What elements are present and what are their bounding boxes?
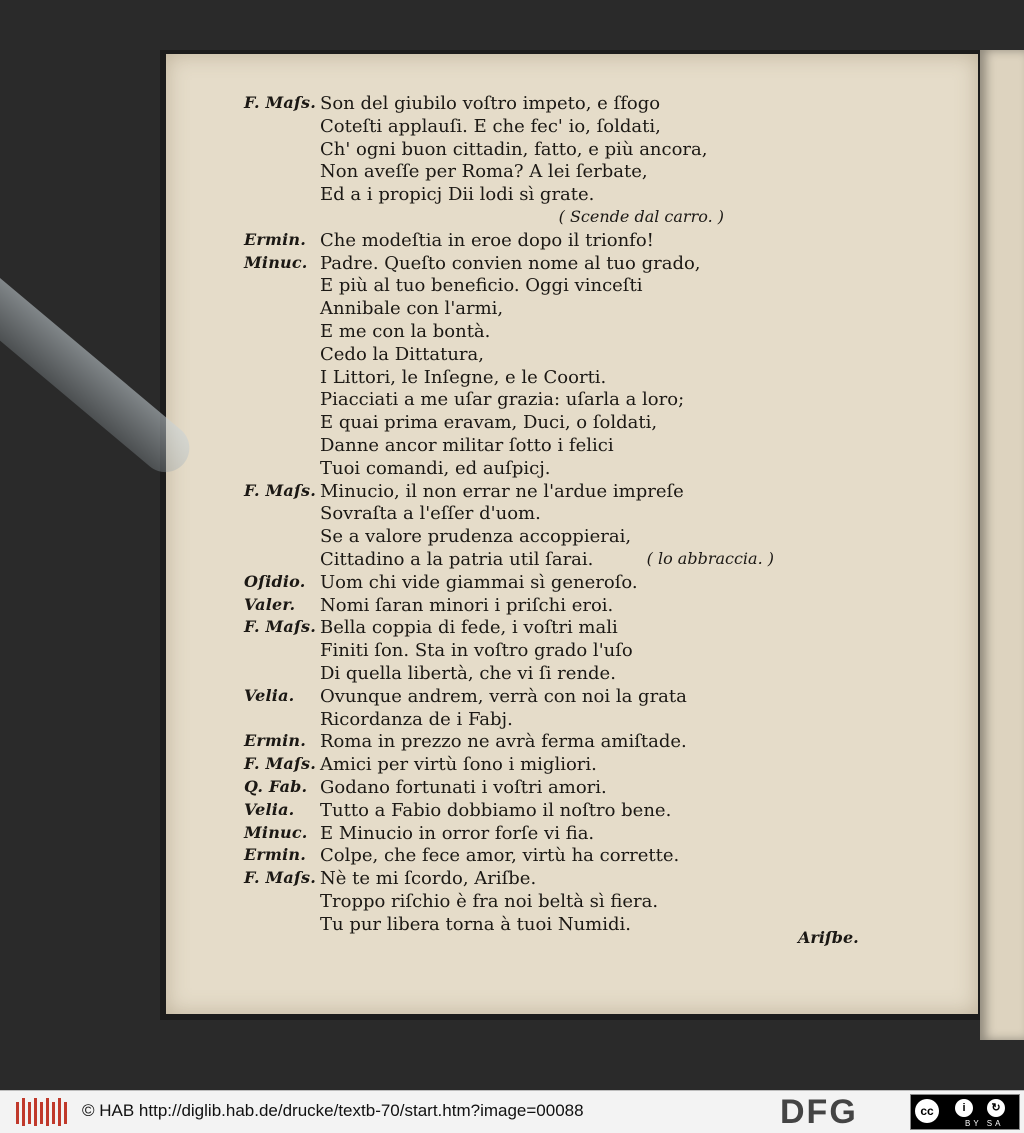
speaker-label: Ermin. bbox=[244, 731, 307, 751]
verse-text-line: Cittadino a la patria util ſarai. bbox=[320, 548, 594, 570]
footer-bar bbox=[0, 1090, 1024, 1133]
verse-line bbox=[244, 298, 764, 321]
verse-text-line: Colpe, che fece amor, virtù ha corrette. bbox=[320, 845, 680, 867]
verse-text-line: Ch' ogni buon cittadin, fatto, e più ancora, bbox=[320, 138, 708, 160]
dfg-logo[interactable]: DFG bbox=[780, 1093, 858, 1131]
cc-license-badge[interactable] bbox=[910, 1094, 1020, 1130]
verse-line bbox=[244, 253, 764, 276]
cc-icon: cc bbox=[915, 1099, 939, 1123]
verse-line bbox=[244, 481, 764, 504]
verse-line bbox=[244, 367, 764, 390]
verse-line bbox=[244, 389, 764, 412]
verse-line bbox=[244, 503, 764, 526]
speaker-label: Velia. bbox=[244, 799, 295, 819]
verse-text-line: Godano fortunati i voſtri amori. bbox=[320, 776, 607, 798]
share-alike-icon: ↻ bbox=[987, 1099, 1005, 1117]
verse-line bbox=[244, 458, 764, 481]
verse-line bbox=[244, 709, 764, 732]
verse-text-line: Danne ancor militar ſotto i felici bbox=[320, 434, 614, 456]
verse-line bbox=[244, 845, 764, 868]
verse-line bbox=[244, 161, 764, 184]
verse-line bbox=[244, 116, 764, 139]
verse-text-line: Cedo la Dittatura, bbox=[320, 343, 484, 365]
speaker-label: Ermin. bbox=[244, 845, 307, 865]
speaker-label: F. Maſs. bbox=[244, 617, 317, 637]
verse-line bbox=[244, 344, 764, 367]
verse-line bbox=[244, 412, 764, 435]
verse-line bbox=[244, 93, 764, 116]
verse-line bbox=[244, 139, 764, 162]
speaker-label: Q. Fab. bbox=[244, 776, 308, 796]
speaker-label: F. Maſs. bbox=[244, 480, 317, 500]
verse-line bbox=[244, 891, 764, 914]
verse-text-line: Tu pur libera torna à tuoi Numidi. bbox=[320, 913, 631, 935]
verse-text-line: Troppo riſchio è fra noi beltà sì fiera. bbox=[320, 890, 659, 912]
verse-text-line: Tuoi comandi, ed auſpicj. bbox=[320, 457, 551, 479]
verse-line bbox=[244, 686, 764, 709]
verse-text-line: I Littori, le Inſegne, e le Coorti. bbox=[320, 366, 607, 388]
verse-line bbox=[244, 914, 764, 937]
verse-text-line: Di quella libertà, che vi ſi rende. bbox=[320, 662, 616, 684]
verse-text-line: Non aveſſe per Roma? A lei ſerbate, bbox=[320, 161, 648, 183]
verse-line bbox=[244, 777, 764, 800]
speaker-label: Oſidio. bbox=[244, 571, 306, 591]
verse-text-line: Se a valore prudenza accoppierai, bbox=[320, 526, 632, 548]
speaker-label: Ermin. bbox=[244, 229, 307, 249]
verse-text-line: E Minucio in orror forſe vi fia. bbox=[320, 822, 595, 844]
verse-text-line: Ricordanza de i Fabj. bbox=[320, 708, 513, 730]
verse-line bbox=[244, 595, 764, 618]
verse-line bbox=[244, 800, 764, 823]
verse-text-line: Piacciati a me uſar grazia: uſarla a loro; bbox=[320, 389, 685, 411]
verse-text-line: Che modeſtia in eroe dopo il trionfo! bbox=[320, 229, 654, 251]
cc-label: BY SA bbox=[965, 1119, 1004, 1128]
verse-line bbox=[244, 572, 764, 595]
catchword: Ariſbe. bbox=[798, 928, 859, 947]
verse-line bbox=[244, 663, 764, 686]
speaker-label: Velia. bbox=[244, 685, 295, 705]
verse-line bbox=[244, 207, 764, 230]
verse-text-line: Padre. Queſto convien nome al tuo grado, bbox=[320, 252, 701, 274]
verse-line bbox=[244, 548, 774, 572]
verse-text-line: Uom chi vide giammai sì generoſo. bbox=[320, 571, 638, 593]
stage-direction: ( lo abbraccia. ) bbox=[646, 548, 774, 568]
stage-direction: ( Scende dal carro. ) bbox=[558, 206, 724, 226]
verse-text-line: E quai prima eravam, Duci, o ſoldati, bbox=[320, 412, 658, 434]
verse-line bbox=[244, 868, 764, 891]
verse-text-line: Ovunque andrem, verrà con noi la grata bbox=[320, 685, 687, 707]
verse-text-line: Nè te mi ſcordo, Ariſbe. bbox=[320, 868, 537, 890]
verse-text-line: E me con la bontà. bbox=[320, 320, 491, 342]
verse-line bbox=[244, 526, 764, 549]
speaker-label: F. Maſs. bbox=[244, 868, 317, 888]
verse-line bbox=[244, 321, 764, 344]
verse-line bbox=[244, 617, 764, 640]
verse-text bbox=[244, 93, 774, 936]
verse-line bbox=[244, 435, 764, 458]
speaker-label: Minuc. bbox=[244, 822, 308, 842]
verse-text-line: Ed a i propicj Dii lodi sì grate. bbox=[320, 184, 595, 206]
verse-text-line: Nomi ſaran minori i priſchi eroi. bbox=[320, 594, 614, 616]
speaker-label: F. Maſs. bbox=[244, 93, 317, 112]
verse-line bbox=[244, 754, 764, 777]
verse-text-line: Annibale con l'armi, bbox=[320, 298, 504, 320]
verse-text-line: Sovraſta a l'eſſer d'uom. bbox=[320, 503, 541, 525]
verse-text-line: Tutto a Fabio dobbiamo il noſtro bene. bbox=[320, 799, 672, 821]
hab-logo-icon[interactable] bbox=[14, 1096, 68, 1128]
verse-line bbox=[244, 731, 764, 754]
verse-line bbox=[244, 640, 764, 663]
verse-text-line: Amici per virtù ſono i migliori. bbox=[320, 754, 597, 776]
attribution-icon: i bbox=[955, 1099, 973, 1117]
verse-text-line: Minucio, il non errar ne l'ardue impreſe bbox=[320, 480, 684, 502]
verse-line bbox=[244, 230, 764, 253]
verse-text-line: Coteſti applauſi. E che fec' io, ſoldati, bbox=[320, 115, 661, 137]
speaker-label: Minuc. bbox=[244, 252, 308, 272]
verse-line bbox=[244, 275, 764, 298]
verse-text-line: Bella coppia di fede, i voſtri mali bbox=[320, 617, 618, 639]
speaker-label: F. Maſs. bbox=[244, 754, 317, 774]
verse-line bbox=[244, 823, 764, 846]
facing-page-edge bbox=[980, 50, 1024, 1040]
verse-line bbox=[244, 184, 764, 207]
speaker-label: Valer. bbox=[244, 594, 296, 614]
verse-text-line: Roma in prezzo ne avrà ferma amiſtade. bbox=[320, 731, 687, 753]
verse-text-line: Finiti ſon. Sta in voſtro grado l'uſo bbox=[320, 640, 633, 662]
copyright-link[interactable]: © HAB http://diglib.hab.de/drucke/textb-70/start.htm?image=00088 bbox=[82, 1101, 584, 1120]
verse-text-line: E più al tuo beneficio. Oggi vinceſti bbox=[320, 275, 643, 297]
verse-text-line: Son del giubilo voſtro impeto, e ſfogo bbox=[320, 93, 661, 114]
